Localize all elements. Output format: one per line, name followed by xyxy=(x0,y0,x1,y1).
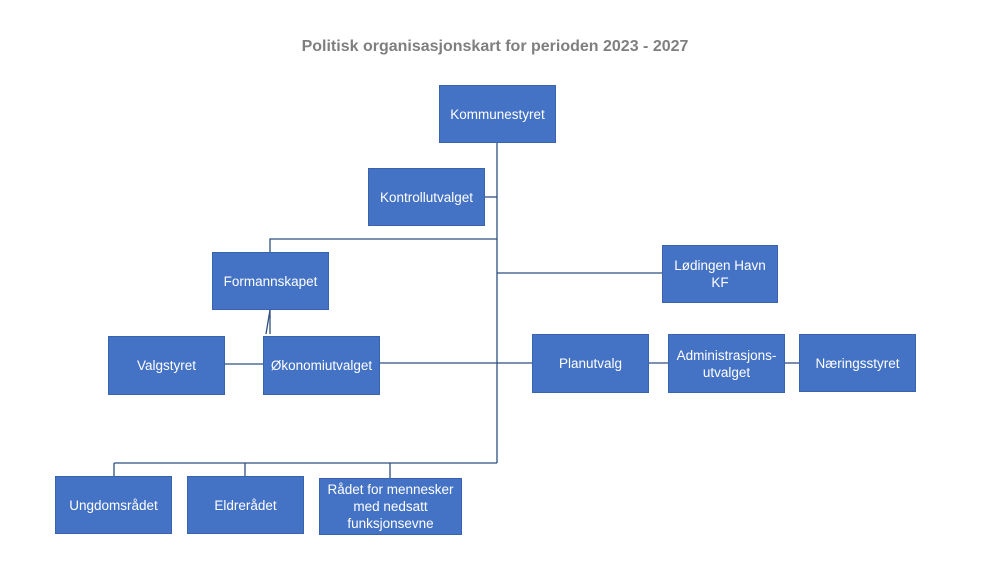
node-eldreradet: Eldrerådet xyxy=(187,476,304,534)
node-lodingen-havn: Lødingen Havn KF xyxy=(662,245,778,303)
node-kontrollutvalget: Kontrollutvalget xyxy=(368,168,485,226)
node-administrasjonsutvalget: Administrasjons- utvalget xyxy=(668,334,785,393)
node-valgstyret: Valgstyret xyxy=(108,336,225,395)
formannskapet-connector xyxy=(270,239,497,252)
node-ungdomsradet: Ungdomsrådet xyxy=(55,476,172,534)
node-planutvalg: Planutvalg xyxy=(532,334,649,393)
node-naeringsstyret: Næringsstyret xyxy=(799,334,916,392)
node-formannskapet: Formannskapet xyxy=(212,252,329,310)
node-kommunestyret: Kommunestyret xyxy=(439,85,556,143)
node-okonomiutvalget: Økonomiutvalget xyxy=(263,336,380,395)
chart-title: Politisk organisasjonskart for perioden 2023 - 2027 xyxy=(301,38,689,55)
node-radet-for-mennesker: Rådet for mennesker med nedsatt funksjonsevne xyxy=(319,478,462,535)
